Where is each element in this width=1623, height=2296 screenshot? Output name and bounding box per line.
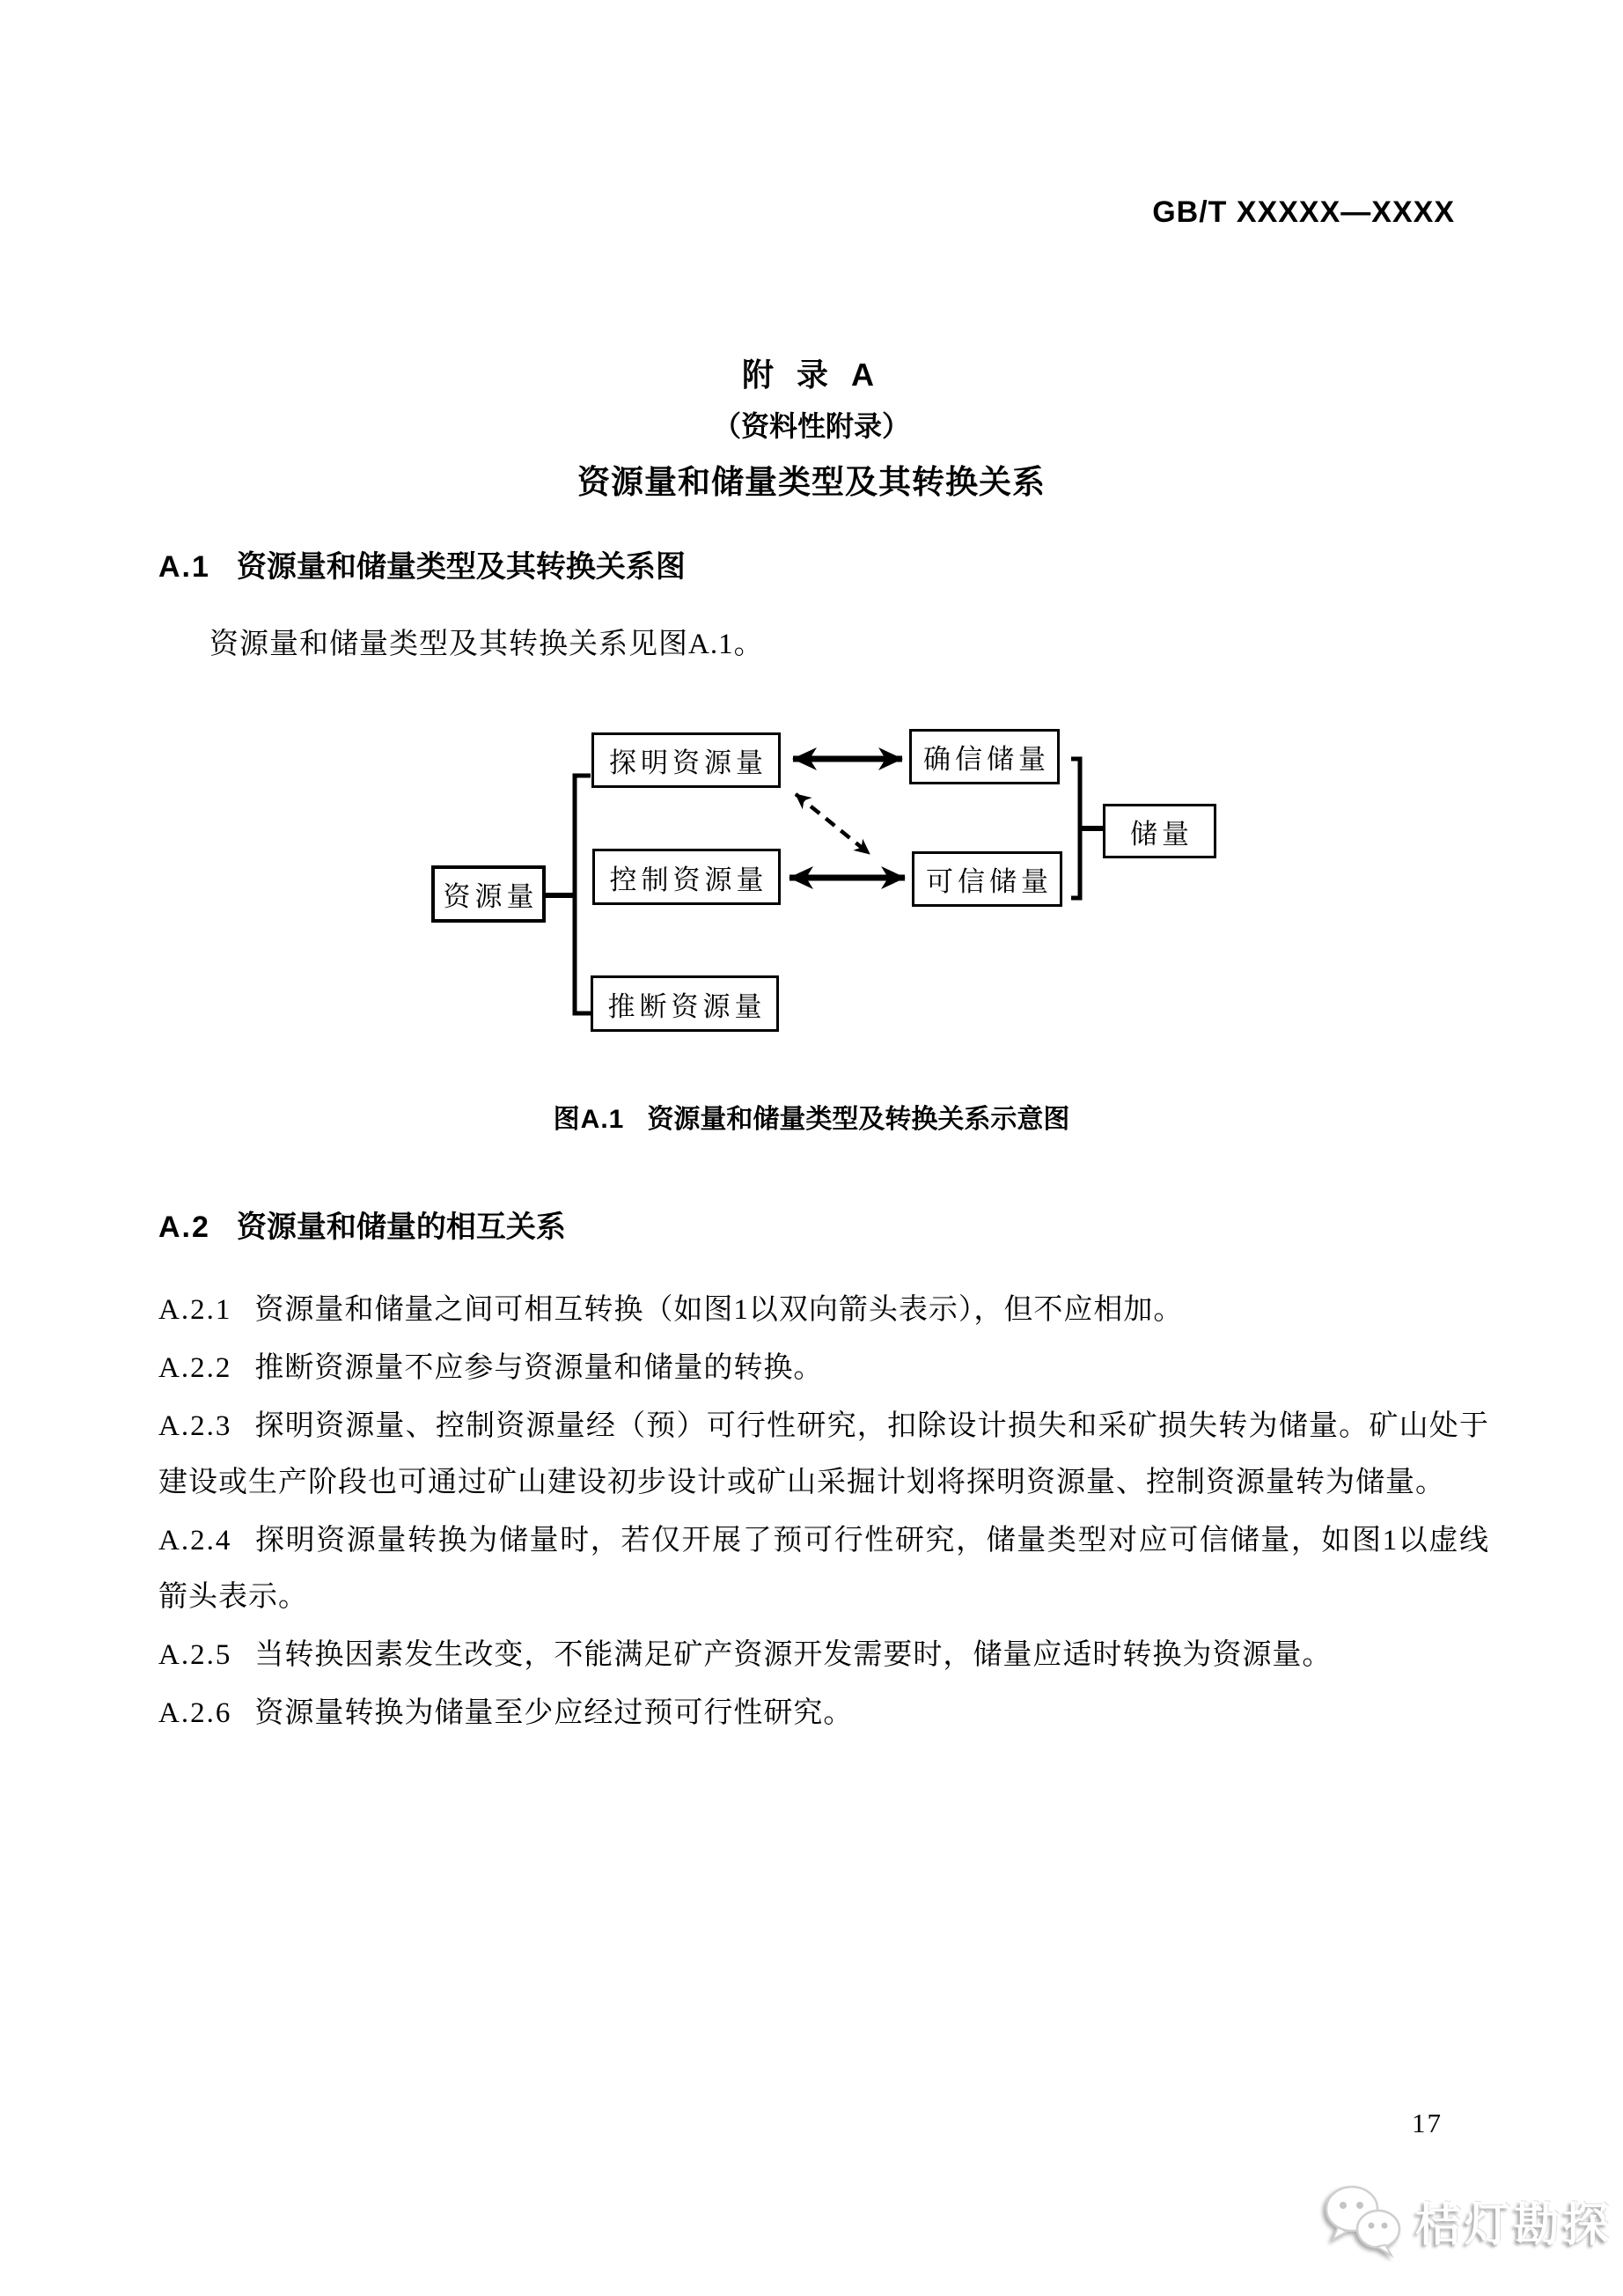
section-a2-heading (158, 1203, 566, 1246)
figure-a1-caption (0, 1097, 1623, 1136)
diagram-box-probable: 可信储量 (912, 851, 1062, 907)
clause-text: 资源量和储量之间可相互转换（如图1以双向箭头表示），但不应相加。 (254, 1294, 1184, 1326)
clause-number: A.2.4 (158, 1525, 232, 1556)
diagram-box-resources: 资源量 (431, 865, 546, 923)
section-a1-heading (158, 542, 686, 585)
clause-number: A.2.6 (158, 1697, 232, 1729)
figure-caption-number: 图A.1 (553, 1105, 625, 1134)
figure-caption-text: 资源量和储量类型及转换关系示意图 (647, 1105, 1070, 1134)
clause-text: 探明资源量、控制资源量经（预）可行性研究，扣除设计损失和采矿损失转为储量。矿山处于建设或生产阶段也可通过矿山建设初步设计或矿山采掘计划将探明资源量、控制资源量转为储量。 (158, 1410, 1489, 1498)
section-a2-body (158, 1282, 1489, 1743)
clause-text: 资源量转换为储量至少应经过预可行性研究。 (254, 1697, 854, 1729)
doc-code: GB/T XXXXX—XXXX (1152, 195, 1455, 229)
clause-number: A.2.5 (158, 1639, 232, 1671)
clause-a2-2 (158, 1340, 1489, 1396)
appendix-title-line2: （资料性附录） (712, 410, 910, 442)
diagram-box-reserves: 储量 (1103, 804, 1216, 858)
clause-a2-1 (158, 1282, 1489, 1338)
clause-a2-4 (158, 1512, 1489, 1625)
appendix-title-line3: 资源量和储量类型及其转换关系 (577, 464, 1046, 500)
diagram-box-inferred: 推断资源量 (591, 975, 779, 1032)
clause-text: 探明资源量转换为储量时，若仅开展了预可行性研究，储量类型对应可信储量，如图1以虚线箭头表示。 (158, 1525, 1489, 1613)
diagram-box-measured: 探明资源量 (591, 732, 781, 788)
arrow-dashed-measured-probable (796, 794, 870, 854)
clause-number: A.2.1 (158, 1294, 232, 1326)
appendix-title-block (0, 350, 1623, 503)
appendix-title-line1: 附 录 A (741, 357, 881, 393)
section-a2-number: A.2 (158, 1211, 210, 1244)
clause-a2-5 (158, 1627, 1489, 1683)
watermark-text: 桔灯勘探 (1415, 2199, 1613, 2251)
bracket-resources (546, 776, 591, 1013)
clause-number: A.2.2 (158, 1352, 232, 1384)
section-a1-number: A.1 (158, 550, 210, 584)
watermark (1322, 2182, 1612, 2259)
diagram-box-proved: 确信储量 (909, 729, 1060, 784)
section-a1-intro: 资源量和储量类型及其转换关系见图A.1。 (209, 629, 764, 660)
clause-text: 推断资源量不应参与资源量和储量的转换。 (254, 1352, 824, 1384)
clause-text: 当转换因素发生改变，不能满足矿产资源开发需要时，储量应适时转换为资源量。 (254, 1639, 1333, 1671)
clause-a2-6 (158, 1685, 1489, 1741)
page-number: 17 (1412, 2108, 1443, 2138)
bracket-reserves (1071, 759, 1103, 898)
wechat-logo-icon (1322, 2182, 1410, 2259)
section-a2-title: 资源量和储量的相互关系 (236, 1211, 566, 1244)
figure-a1-diagram (422, 722, 1232, 1048)
clause-number: A.2.3 (158, 1410, 232, 1442)
diagram-box-indicated: 控制资源量 (592, 849, 781, 905)
clause-a2-3 (158, 1398, 1489, 1511)
section-a1-title: 资源量和储量类型及其转换关系图 (236, 550, 686, 584)
